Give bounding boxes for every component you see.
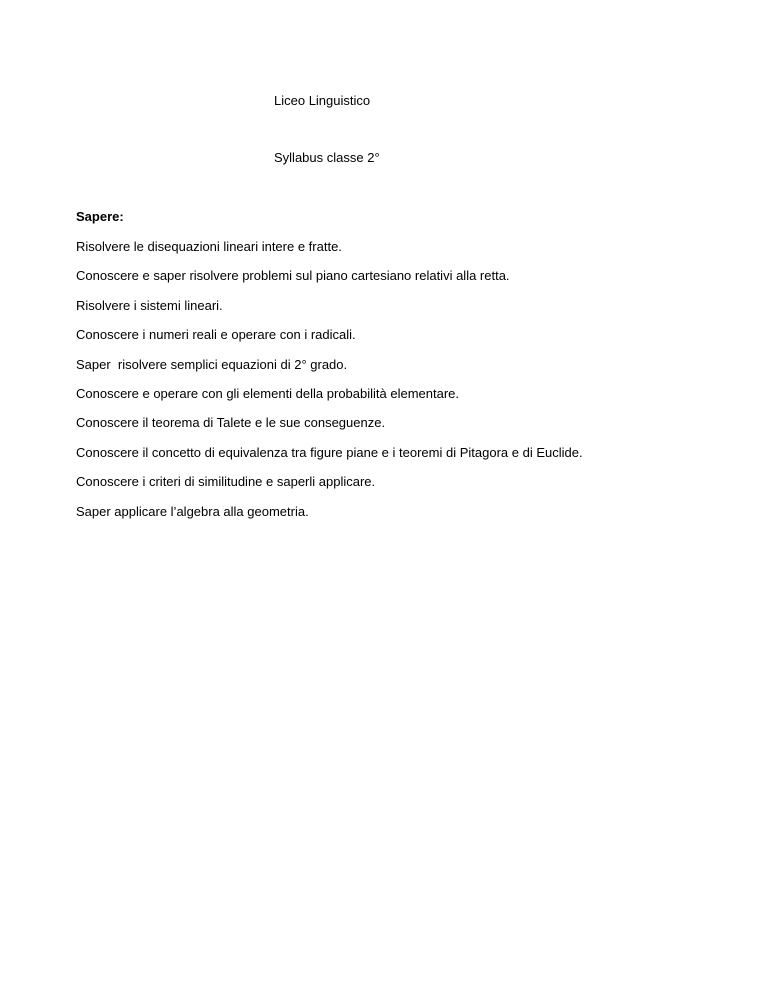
objective-item: Risolvere le disequazioni lineari intere e fratte. xyxy=(76,239,342,254)
section-heading-sapere: Sapere: xyxy=(76,209,124,224)
objective-item: Conoscere e operare con gli elementi della probabilità elementare. xyxy=(76,385,460,401)
syllabus-title: Syllabus classe 2° xyxy=(274,150,380,165)
objective-item: Saper applicare l’algebra alla geometria. xyxy=(76,503,309,519)
learning-objectives-list xyxy=(76,239,583,533)
school-name: Liceo Linguistico xyxy=(274,93,371,108)
objective-item: Risolvere i sistemi lineari. xyxy=(76,297,223,313)
objective-item: Saper risolvere semplici equazioni di 2° grado. xyxy=(76,356,348,372)
objective-item: Conoscere i criteri di similitudine e saperli applicare. xyxy=(76,474,376,490)
objective-item: Conoscere il concetto di equivalenza tra figure piane e i teoremi di Pitagora e di Euclide. xyxy=(76,444,583,460)
objective-item: Conoscere i numeri reali e operare con i radicali. xyxy=(76,327,356,343)
objective-item: Conoscere il teorema di Talete e le sue conseguenze. xyxy=(76,415,386,431)
objective-item: Conoscere e saper risolvere problemi sul piano cartesiano relativi alla retta. xyxy=(76,268,510,284)
